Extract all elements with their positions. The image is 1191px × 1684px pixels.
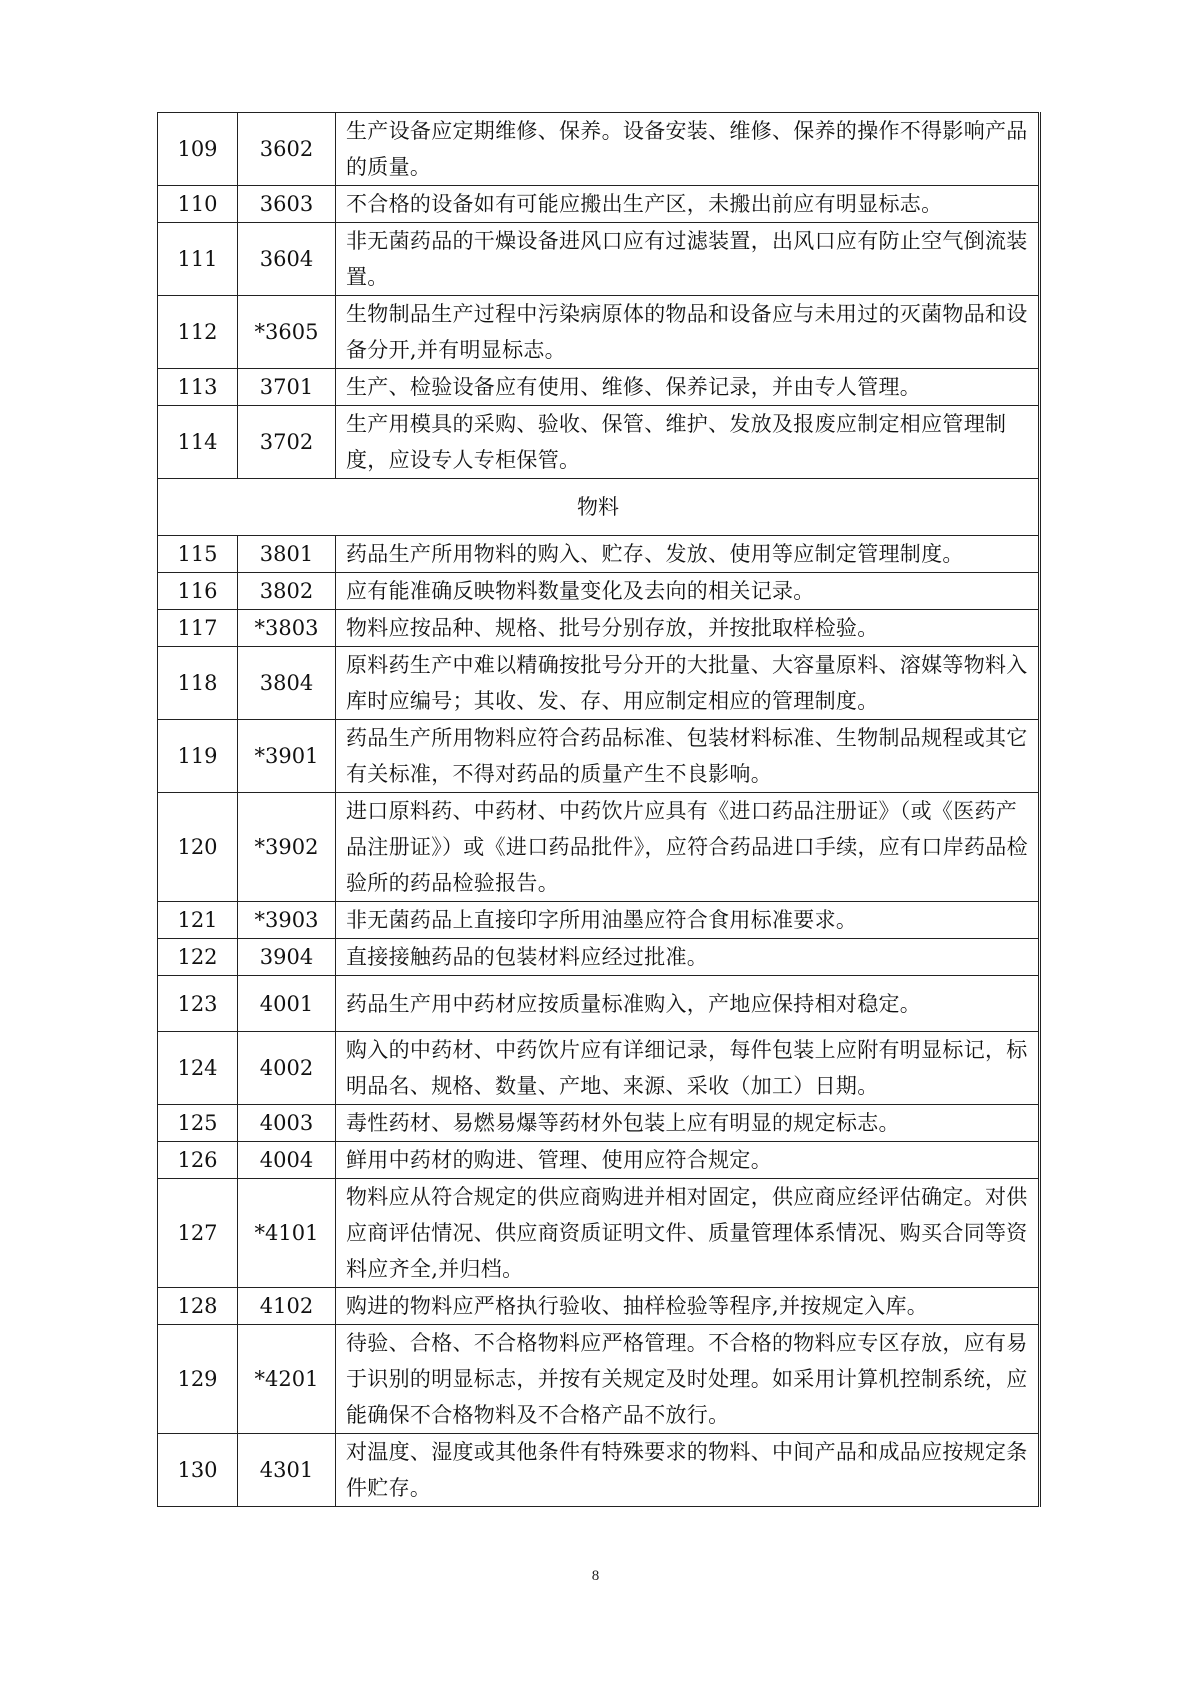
inspection-items-table [157,112,1041,1507]
table-body-equipment [158,113,1040,479]
item-number: 109 [158,113,238,186]
item-number: 111 [158,223,238,296]
section-title: 物料 [158,479,1040,536]
inspection-content: 生产用模具的采购、验收、保管、维护、发放及报废应制定相应管理制度，应设专人专柜保管。 [336,406,1040,479]
table-row [158,296,1040,369]
section-header-row [158,479,1040,536]
item-number: 122 [158,939,238,976]
item-number: 128 [158,1288,238,1325]
item-number: 119 [158,720,238,793]
item-number: 121 [158,902,238,939]
item-number: 116 [158,573,238,610]
table-row [158,647,1040,720]
clause-code: *3901 [238,720,336,793]
item-number: 114 [158,406,238,479]
inspection-content: 购进的物料应严格执行验收、抽样检验等程序,并按规定入库。 [336,1288,1040,1325]
clause-code: *3803 [238,610,336,647]
item-number: 129 [158,1325,238,1434]
inspection-content: 物料应按品种、规格、批号分别存放，并按批取样检验。 [336,610,1040,647]
clause-code: 4301 [238,1434,336,1507]
document-page [157,112,1041,1507]
inspection-content: 待验、合格、不合格物料应严格管理。不合格的物料应专区存放，应有易于识别的明显标志，并按有关规定及时处理。如采用计算机控制系统，应能确保不合格物料及不合格产品不放行。 [336,1325,1040,1434]
table-row [158,573,1040,610]
table-row [158,976,1040,1032]
item-number: 124 [158,1032,238,1105]
clause-code: 4001 [238,976,336,1032]
table-row [158,1032,1040,1105]
inspection-content: 非无菌药品的干燥设备进风口应有过滤装置，出风口应有防止空气倒流装置。 [336,223,1040,296]
table-body-materials [158,536,1040,1507]
item-number: 123 [158,976,238,1032]
page-number: 8 [591,1568,600,1584]
item-number: 112 [158,296,238,369]
clause-code: *4201 [238,1325,336,1434]
inspection-content: 生物制品生产过程中污染病原体的物品和设备应与未用过的灭菌物品和设备分开,并有明显标志。 [336,296,1040,369]
inspection-content: 直接接触药品的包装材料应经过批准。 [336,939,1040,976]
clause-code: 3603 [238,186,336,223]
table-row [158,1434,1040,1507]
table-row [158,113,1040,186]
table-row [158,186,1040,223]
item-number: 126 [158,1142,238,1179]
clause-code: 3802 [238,573,336,610]
inspection-content: 非无菌药品上直接印字所用油墨应符合食用标准要求。 [336,902,1040,939]
clause-code: 3701 [238,369,336,406]
item-number: 115 [158,536,238,573]
inspection-content: 鲜用中药材的购进、管理、使用应符合规定。 [336,1142,1040,1179]
clause-code: *3605 [238,296,336,369]
clause-code: 3904 [238,939,336,976]
inspection-content: 购入的中药材、中药饮片应有详细记录，每件包装上应附有明显标记，标明品名、规格、数量、产地、来源、采收（加工）日期。 [336,1032,1040,1105]
table-row [158,1179,1040,1288]
item-number: 118 [158,647,238,720]
item-number: 130 [158,1434,238,1507]
clause-code: 4004 [238,1142,336,1179]
table-row [158,902,1040,939]
item-number: 110 [158,186,238,223]
inspection-content: 药品生产所用物料的购入、贮存、发放、使用等应制定管理制度。 [336,536,1040,573]
clause-code: 3801 [238,536,336,573]
section-header-group [158,479,1040,536]
inspection-content: 对温度、湿度或其他条件有特殊要求的物料、中间产品和成品应按规定条件贮存。 [336,1434,1040,1507]
table-row [158,223,1040,296]
clause-code: 4002 [238,1032,336,1105]
clause-code: *4101 [238,1179,336,1288]
item-number: 125 [158,1105,238,1142]
inspection-content: 应有能准确反映物料数量变化及去向的相关记录。 [336,573,1040,610]
table-row [158,406,1040,479]
item-number: 117 [158,610,238,647]
inspection-content: 进口原料药、中药材、中药饮片应具有《进口药品注册证》（或《医药产品注册证》）或《进口药品批件》，应符合药品进口手续，应有口岸药品检验所的药品检验报告。 [336,793,1040,902]
table-row [158,793,1040,902]
item-number: 113 [158,369,238,406]
clause-code: 3604 [238,223,336,296]
table-row [158,720,1040,793]
clause-code: *3902 [238,793,336,902]
clause-code: *3903 [238,902,336,939]
table-row [158,369,1040,406]
table-row [158,610,1040,647]
inspection-content: 药品生产用中药材应按质量标准购入，产地应保持相对稳定。 [336,976,1040,1032]
clause-code: 4102 [238,1288,336,1325]
item-number: 120 [158,793,238,902]
clause-code: 3804 [238,647,336,720]
clause-code: 3602 [238,113,336,186]
inspection-content: 毒性药材、易燃易爆等药材外包装上应有明显的规定标志。 [336,1105,1040,1142]
clause-code: 4003 [238,1105,336,1142]
table-row [158,1325,1040,1434]
inspection-content: 药品生产所用物料应符合药品标准、包装材料标准、生物制品规程或其它有关标准，不得对药品的质量产生不良影响。 [336,720,1040,793]
clause-code: 3702 [238,406,336,479]
table-row [158,1142,1040,1179]
inspection-content: 物料应从符合规定的供应商购进并相对固定，供应商应经评估确定。对供应商评估情况、供应商资质证明文件、质量管理体系情况、购买合同等资料应齐全,并归档。 [336,1179,1040,1288]
table-row [158,536,1040,573]
inspection-content: 生产设备应定期维修、保养。设备安装、维修、保养的操作不得影响产品的质量。 [336,113,1040,186]
inspection-content: 原料药生产中难以精确按批号分开的大批量、大容量原料、溶媒等物料入库时应编号；其收、发、存、用应制定相应的管理制度。 [336,647,1040,720]
table-row [158,1105,1040,1142]
inspection-content: 不合格的设备如有可能应搬出生产区，未搬出前应有明显标志。 [336,186,1040,223]
item-number: 127 [158,1179,238,1288]
inspection-content: 生产、检验设备应有使用、维修、保养记录，并由专人管理。 [336,369,1040,406]
table-row [158,1288,1040,1325]
table-row [158,939,1040,976]
